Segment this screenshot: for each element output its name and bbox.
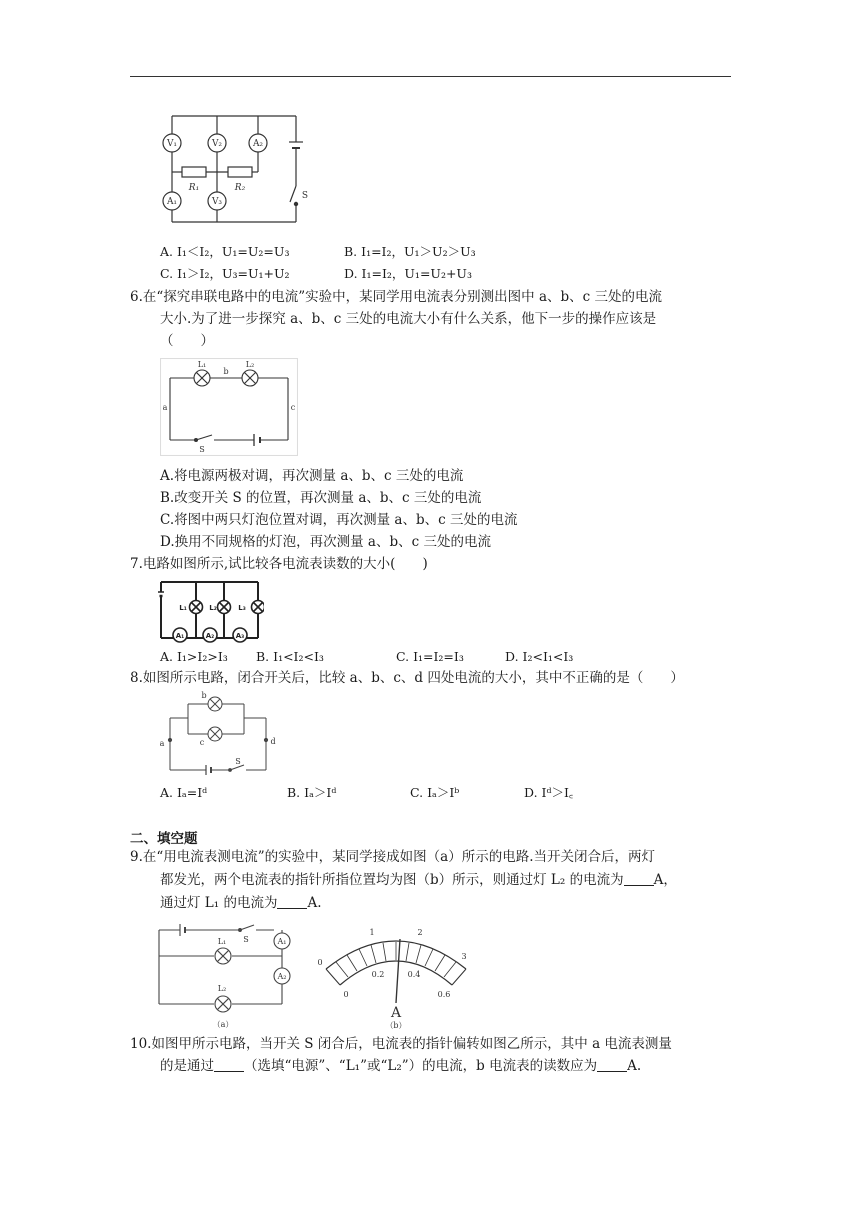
q8-label-d: d: [270, 737, 276, 746]
q9-line2-unit: A，: [653, 872, 677, 888]
q9a-label-a1: A₁: [277, 937, 287, 946]
q8-label-a: a: [159, 739, 165, 748]
q9b-top-scale-1: 1: [369, 928, 375, 937]
q10-line2-text-a: 的是通过: [160, 1058, 214, 1074]
q10-stem-line1: 10.如图甲所示电路，当开关 S 闭合后，电流表的指针偏转如图乙所示，其中 a 电流表测量: [130, 1036, 672, 1052]
q9-line2-text: 都发光，两个电流表的指针所指位置均为图（b）所示，则通过灯 L₂ 的电流为: [160, 872, 624, 888]
q9-circuit-figure-a: [156, 918, 296, 1030]
section-title: 二、填空题: [130, 831, 198, 847]
q9a-label-l1: L₁: [217, 937, 227, 946]
q7-label-l3: L₃: [238, 604, 246, 612]
q6-label-b: b: [223, 367, 229, 376]
q6-circuit-figure: [160, 358, 298, 456]
q9-stem-line2: [160, 869, 677, 891]
q7-label-l1: L₁: [179, 604, 187, 612]
q7-label-l2: L₂: [209, 604, 217, 612]
q9b-top-scale-0: 0: [317, 958, 323, 967]
q9a-label-s: S: [243, 935, 249, 944]
header-rule: [130, 76, 731, 77]
q6-label-c: c: [290, 403, 296, 412]
q5-option-d: D. I₁=I₂，U₁=U₂+U₃: [344, 266, 472, 281]
q9b-bottom-scale-04: 0.4: [407, 970, 421, 979]
q5-label-s: S: [301, 191, 309, 201]
q9-blank-1[interactable]: [624, 871, 654, 886]
q9b-bottom-scale-0: 0: [343, 990, 349, 999]
q7-label-a3: A₃: [235, 632, 245, 640]
q6-label-l2: L₂: [245, 360, 255, 369]
q8-label-b: b: [201, 691, 207, 700]
q9b-top-scale-2: 2: [417, 928, 423, 937]
q8-option-d: D. Iᵈ＞I꜀: [524, 785, 574, 800]
q6-option-b: B.改变开关 S 的位置，再次测量 a、b、c 三处的电流: [160, 490, 482, 506]
q8-label-s: S: [235, 757, 241, 766]
q9-ammeter-figure-b: [312, 915, 470, 1030]
q6-option-d: D.换用不同规格的灯泡，再次测量 a、b、c 三处的电流: [160, 534, 491, 550]
q9-blank-2[interactable]: [277, 894, 307, 909]
q5-label-a1: A₁: [166, 197, 178, 207]
q9-stem-line1: 9.在“用电流表测电流”的实验中，某同学接成如图（a）所示的电路.当开关闭合后，两灯: [130, 849, 656, 865]
q5-label-r1: R₁: [188, 183, 200, 193]
q8-option-b: B. Iₐ＞Iᵈ: [287, 785, 337, 800]
q9b-bottom-scale-02: 0.2: [371, 970, 385, 979]
q5-label-a2: A₂: [252, 139, 264, 149]
q7-label-a2: A₂: [205, 632, 215, 640]
q6-label-l1: L₁: [197, 360, 207, 369]
q8-option-c: C. Iₐ＞Iᵇ: [410, 785, 460, 800]
q6-stem-line2: 大小.为了进一步探究 a、b、c 三处的电流大小有什么关系，他下一步的操作应该是: [160, 311, 657, 327]
q5-circuit-figure: [160, 108, 310, 230]
q7-option-b: B. I₁<I₂<I₃: [256, 649, 324, 664]
q5-label-v3: V₃: [211, 197, 223, 207]
q6-option-a: A.将电源两极对调，再次测量 a、b、c 三处的电流: [160, 468, 464, 484]
q7-option-c: C. I₁=I₂=I₃: [396, 649, 464, 664]
q5-option-b: B. I₁=I₂，U₁＞U₂＞U₃: [344, 244, 476, 259]
q9b-unit-a: A: [390, 1005, 402, 1021]
q5-option-a: A. I₁＜I₂，U₁=U₂=U₃: [160, 244, 290, 259]
q7-stem: 7.电路如图所示,试比较各电流表读数的大小( ): [130, 556, 428, 572]
q7-label-a1: A₁: [175, 632, 185, 640]
q6-stem-line3: （ ）: [160, 333, 214, 349]
q8-label-c: c: [199, 738, 205, 747]
q8-stem: 8.如图所示电路，闭合开关后，比较 a、b、c、d 四处电流的大小，其中不正确的是（ ）: [130, 670, 684, 686]
q7-option-d: D. I₂<I₁<I₃: [505, 649, 574, 664]
q10-line2-unit: A.: [627, 1058, 642, 1074]
q8-option-a: A. Iₐ=Iᵈ: [160, 785, 208, 800]
q9-line3-unit: A.: [307, 895, 322, 911]
q5-label-r2: R₂: [234, 183, 246, 193]
q6-label-s: S: [199, 445, 205, 454]
q9b-top-scale-3: 3: [461, 952, 467, 961]
q5-label-v1: V₁: [166, 139, 178, 149]
q7-circuit-figure: [158, 578, 264, 644]
q9-stem-line3: [160, 892, 322, 914]
q5-option-c: C. I₁＞I₂，U₃=U₁+U₂: [160, 266, 290, 281]
q6-stem-line1: 6.在“探究串联电路中的电流”实验中，某同学用电流表分别测出图中 a、b、c 三处的电流: [130, 289, 663, 305]
q8-circuit-figure: [156, 690, 280, 776]
q7-option-a: A. I₁>I₂>I₃: [160, 649, 228, 664]
q10-blank-1[interactable]: [214, 1057, 244, 1072]
q9a-label-l2: L₂: [217, 984, 227, 993]
q9a-label-a2: A₂: [277, 972, 287, 981]
q9b-bottom-scale-06: 0.6: [437, 990, 451, 999]
q10-blank-2[interactable]: [597, 1057, 627, 1072]
q5-label-v2: V₂: [211, 139, 223, 149]
q10-line2-text-b: （选填“电源”、“L₁”或“L₂”）的电流，b 电流表的读数应为: [244, 1058, 598, 1074]
q6-option-c: C.将图中两只灯泡位置对调，再次测量 a、b、c 三处的电流: [160, 512, 518, 528]
q10-stem-line2: [160, 1055, 641, 1077]
q9a-caption: （a）: [212, 1020, 234, 1029]
q9-line3-text: 通过灯 L₁ 的电流为: [160, 895, 278, 911]
q6-label-a: a: [162, 403, 168, 412]
q9b-caption: （b）: [385, 1021, 407, 1030]
